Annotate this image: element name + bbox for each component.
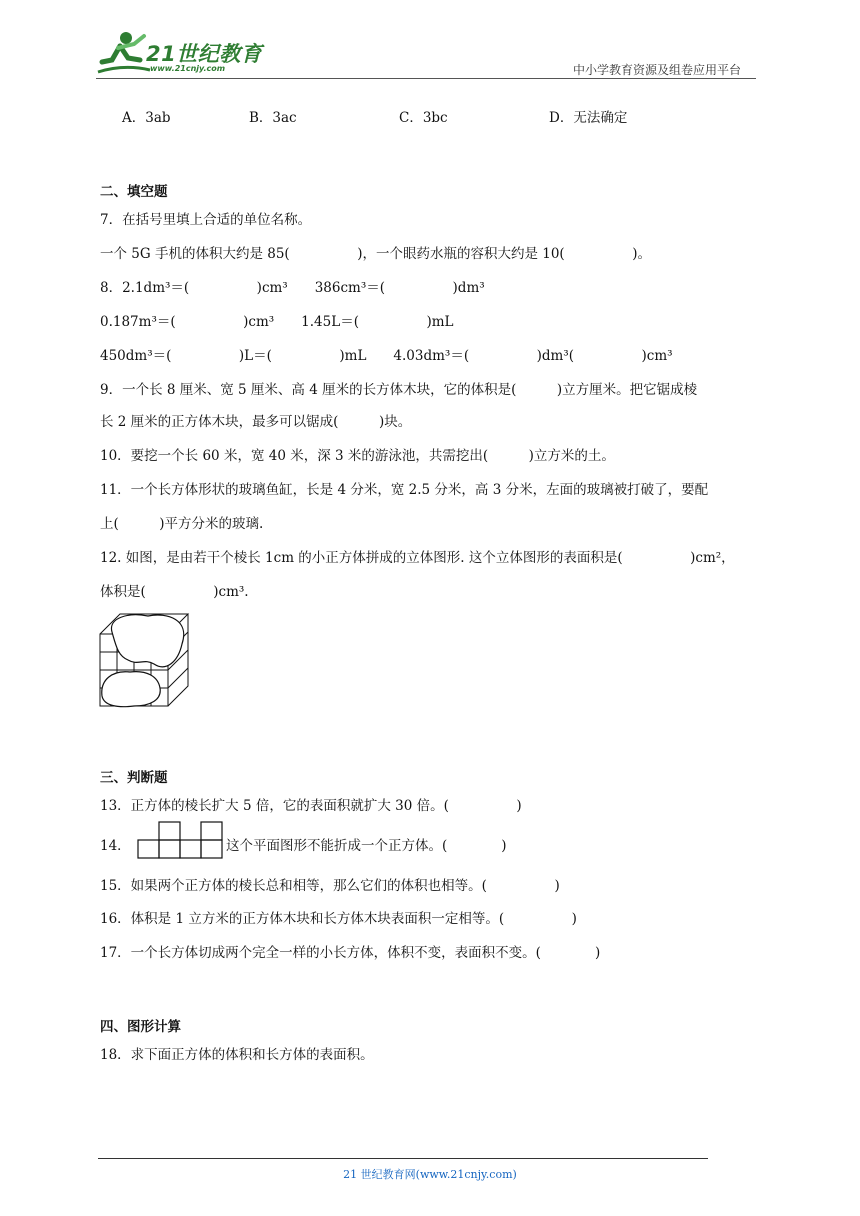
option-b: B．3ac bbox=[249, 110, 297, 126]
option-d: D．无法确定 bbox=[549, 110, 628, 126]
question-9-line-1: 9．一个长 8 厘米、宽 5 厘米、高 4 厘米的长方体木块，它的体积是( )立方厘米。把它锯成棱 bbox=[100, 382, 698, 398]
question-8-line-1: 8．2.1dm³＝( )cm³ 386cm³＝( )dm³ bbox=[100, 280, 485, 296]
question-15: 15．如果两个正方体的棱长总和相等，那么它们的体积也相等。( ) bbox=[100, 878, 560, 894]
question-16: 16．体积是 1 立方米的正方体木块和长方体木块表面积一定相等。( ) bbox=[100, 911, 577, 927]
runner-icon bbox=[94, 28, 154, 78]
question-12-line-2: 体积是( )cm³. bbox=[100, 584, 249, 600]
question-7-title: 7．在括号里填上合适的单位名称。 bbox=[100, 212, 312, 228]
section-judgement-title: 三、判断题 bbox=[100, 770, 168, 786]
question-8-line-3: 450dm³＝( )L＝( )mL 4.03dm³＝( )dm³( )cm³ bbox=[100, 348, 673, 364]
question-10: 10．要挖一个长 60 米，宽 40 米，深 3 米的游泳池，共需挖出( )立方米的土。 bbox=[100, 448, 615, 464]
logo-text: 21世纪教育 bbox=[146, 42, 263, 66]
question-12-line-1: 12. 如图，是由若干个棱长 1cm 的小正方体拼成的立体图形. 这个立体图形的表面积是( )cm²， bbox=[100, 550, 735, 566]
option-a: A．3ab bbox=[122, 110, 171, 126]
header-platform-text: 中小学教育资源及组卷应用平台 bbox=[573, 63, 742, 77]
question-8-line-2: 0.187m³＝( )cm³ 1.45L＝( )mL bbox=[100, 314, 454, 330]
section-fill-in-title: 二、填空题 bbox=[100, 184, 168, 200]
header-divider bbox=[96, 78, 756, 79]
question-9-line-2: 长 2 厘米的正方体木块，最多可以锯成( )块。 bbox=[100, 414, 412, 430]
footer-link[interactable]: 21 世纪教育网(www.21cnjy.com) bbox=[343, 1168, 517, 1181]
question-11-line-1: 11．一个长方体形状的玻璃鱼缸，长是 4 分米，宽 2.5 分米，高 3 分米，左面的玻璃被打破了，要配 bbox=[100, 482, 709, 498]
logo-url: www.21cnjy.com bbox=[150, 64, 226, 73]
cube-net-figure bbox=[136, 820, 224, 864]
footer-divider bbox=[98, 1158, 708, 1159]
cube-figure bbox=[98, 610, 194, 714]
question-14-number: 14． bbox=[100, 838, 131, 854]
question-7-body: 一个 5G 手机的体积大约是 85( )，一个眼药水瓶的容积大约是 10( )。 bbox=[100, 246, 651, 262]
question-11-line-2: 上( )平方分米的玻璃. bbox=[100, 516, 264, 532]
question-13: 13．正方体的棱长扩大 5 倍，它的表面积就扩大 30 倍。( ) bbox=[100, 798, 522, 814]
option-c: C．3bc bbox=[399, 110, 448, 126]
question-18: 18．求下面正方体的体积和长方体的表面积。 bbox=[100, 1047, 374, 1063]
question-14-text: 这个平面图形不能折成一个正方体。( ) bbox=[226, 838, 507, 854]
question-17: 17．一个长方体切成两个完全一样的小长方体，体积不变，表面积不变。( ) bbox=[100, 945, 601, 961]
section-shape-calc-title: 四、图形计算 bbox=[100, 1019, 181, 1035]
